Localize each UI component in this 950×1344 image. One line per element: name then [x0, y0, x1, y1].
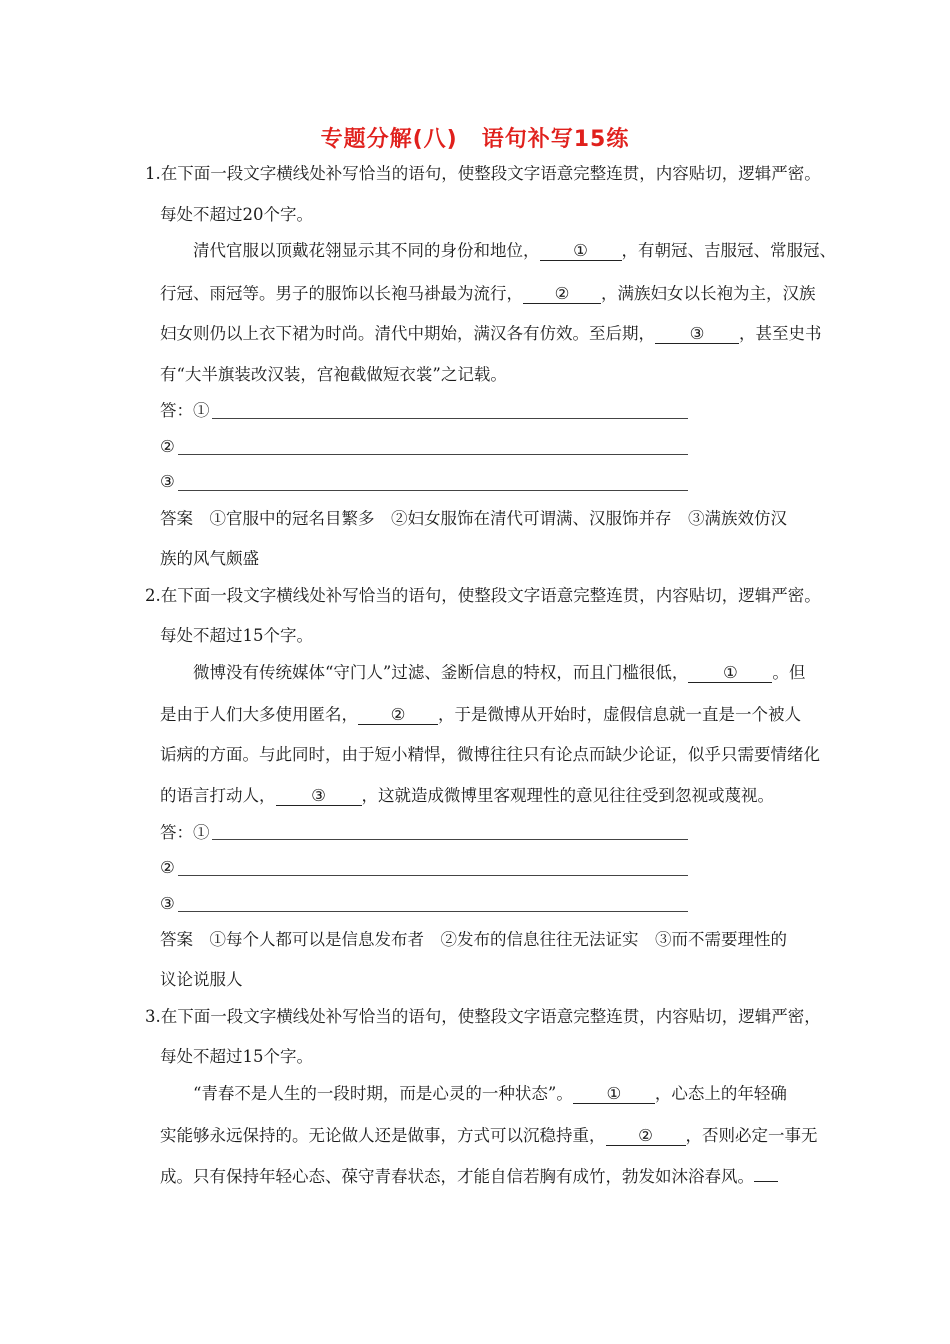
q3-text: ，心态上的年轻确	[654, 1084, 787, 1103]
q1-answer-key-line1: 答案 ①官服中的冠名目繁多 ②妇女服饰在清代可谓满、汉服饰并存 ③满族效仿汉	[160, 509, 787, 528]
q1-answer-input-3[interactable]	[178, 490, 688, 491]
q1-answer-marker-3: ③	[160, 472, 175, 491]
title-part1: 专题分解(八)	[320, 127, 458, 152]
q3-instruction-line1: 3.在下面一段文字横线处补写恰当的语句，使整段文字语意完整连贯，内容贴切，逻辑严密，	[145, 1007, 821, 1026]
title-part2: 语句补写15练	[481, 127, 630, 152]
q2-answer-marker-2: ②	[160, 858, 175, 877]
q3-blank-3[interactable]	[754, 1181, 778, 1182]
q1-text: ，满族妇女以长袍为主，汉族	[601, 284, 816, 303]
q2-blank-2[interactable]: ②	[358, 706, 438, 725]
q2-text: 的语言打动人，	[160, 786, 276, 805]
q1-instruction-line1: 1.在下面一段文字横线处补写恰当的语句，使整段文字语意完整连贯，内容贴切，逻辑严密。	[145, 164, 821, 183]
q1-text: 清代官服以顶戴花翎显示其不同的身份和地位，	[193, 241, 540, 260]
q2-blank-3[interactable]: ③	[276, 787, 362, 806]
q3-text: 实能够永远保持的。无论做人还是做事，方式可以沉稳持重，	[160, 1126, 606, 1145]
q1-blank-3[interactable]: ③	[655, 325, 739, 344]
q1-text: 妇女则仍以上衣下裙为时尚。清代中期始，满汉各有仿效。至后期，	[160, 324, 655, 343]
answer-marker: ①	[193, 823, 210, 842]
answer-marker: ①	[193, 401, 210, 420]
q1-text: ，有朝冠、吉服冠、常服冠、	[621, 241, 836, 260]
q2-answer-input-1[interactable]	[212, 839, 688, 840]
q2-text: 微博没有传统媒体“守门人”过滤、釜断信息的特权，而且门槛很低，	[193, 663, 689, 682]
q1-passage-line2	[160, 283, 816, 305]
q2-answer-input-2[interactable]	[178, 875, 688, 876]
q3-blank-2[interactable]: ②	[606, 1127, 686, 1146]
q2-text: ，于是微博从开始时，虚假信息就一直是一个被人	[438, 705, 801, 724]
q2-answer-input-3[interactable]	[178, 911, 688, 912]
q1-text: 行冠、雨冠等。男子的服饰以长袍马褂最为流行，	[160, 284, 523, 303]
q1-passage-line4: 有“大半旗装改汉装，宫袍截做短衣裳”之记载。	[160, 365, 507, 384]
q2-answer-label	[160, 822, 210, 844]
q3-passage-line2	[160, 1125, 818, 1147]
q2-instruction-line2: 每处不超过15个字。	[160, 626, 313, 645]
q2-blank-1[interactable]: ①	[688, 664, 772, 683]
q3-text: “青春不是人生的一段时期，而是心灵的一种状态”。	[193, 1084, 573, 1103]
q2-text: ，这就造成微博里客观理性的意见往往受到忽视或蔑视。	[361, 786, 774, 805]
q1-answer-label	[160, 400, 210, 422]
q1-blank-2[interactable]: ②	[523, 285, 601, 304]
q1-answer-marker-2: ②	[160, 437, 175, 456]
q1-answer-key-line2: 族的风气颇盛	[160, 549, 259, 568]
q3-passage-line1	[193, 1083, 787, 1105]
q2-passage-line4	[160, 785, 774, 807]
q2-passage-line3: 诟病的方面。与此同时，由于短小精悍，微博往往只有论点而缺少论证，似乎只需要情绪化	[160, 745, 820, 764]
q1-text: ，甚至史书	[739, 324, 822, 343]
q2-passage-line1	[193, 662, 805, 684]
q2-text: 。但	[772, 663, 806, 682]
q1-passage-line1	[193, 240, 836, 262]
answer-prefix: 答：	[160, 401, 193, 420]
q3-blank-1[interactable]: ①	[573, 1085, 655, 1104]
q2-instruction-line1: 2.在下面一段文字横线处补写恰当的语句，使整段文字语意完整连贯，内容贴切，逻辑严密。	[145, 586, 821, 605]
q2-answer-key-line2: 议论说服人	[160, 970, 243, 989]
q2-answer-key-line1: 答案 ①每个人都可以是信息发布者 ②发布的信息往往无法证实 ③而不需要理性的	[160, 930, 787, 949]
q2-passage-line2	[160, 704, 801, 726]
page-title	[0, 122, 950, 153]
q3-passage-line3	[160, 1166, 778, 1188]
q1-blank-1[interactable]: ①	[540, 242, 622, 261]
q1-answer-input-2[interactable]	[178, 454, 688, 455]
q3-instruction-line2: 每处不超过15个字。	[160, 1047, 313, 1066]
q1-passage-line3	[160, 323, 822, 345]
q3-text: ，否则必定一事无	[685, 1126, 818, 1145]
answer-prefix: 答：	[160, 823, 193, 842]
q1-instruction-line2: 每处不超过20个字。	[160, 205, 313, 224]
q2-text: 是由于人们大多使用匿名，	[160, 705, 358, 724]
q3-text: 成。只有保持年轻心态、葆守青春状态，才能自信若胸有成竹，勃发如沐浴春风。	[160, 1167, 754, 1186]
q2-answer-marker-3: ③	[160, 894, 175, 913]
q1-answer-input-1[interactable]	[212, 418, 688, 419]
